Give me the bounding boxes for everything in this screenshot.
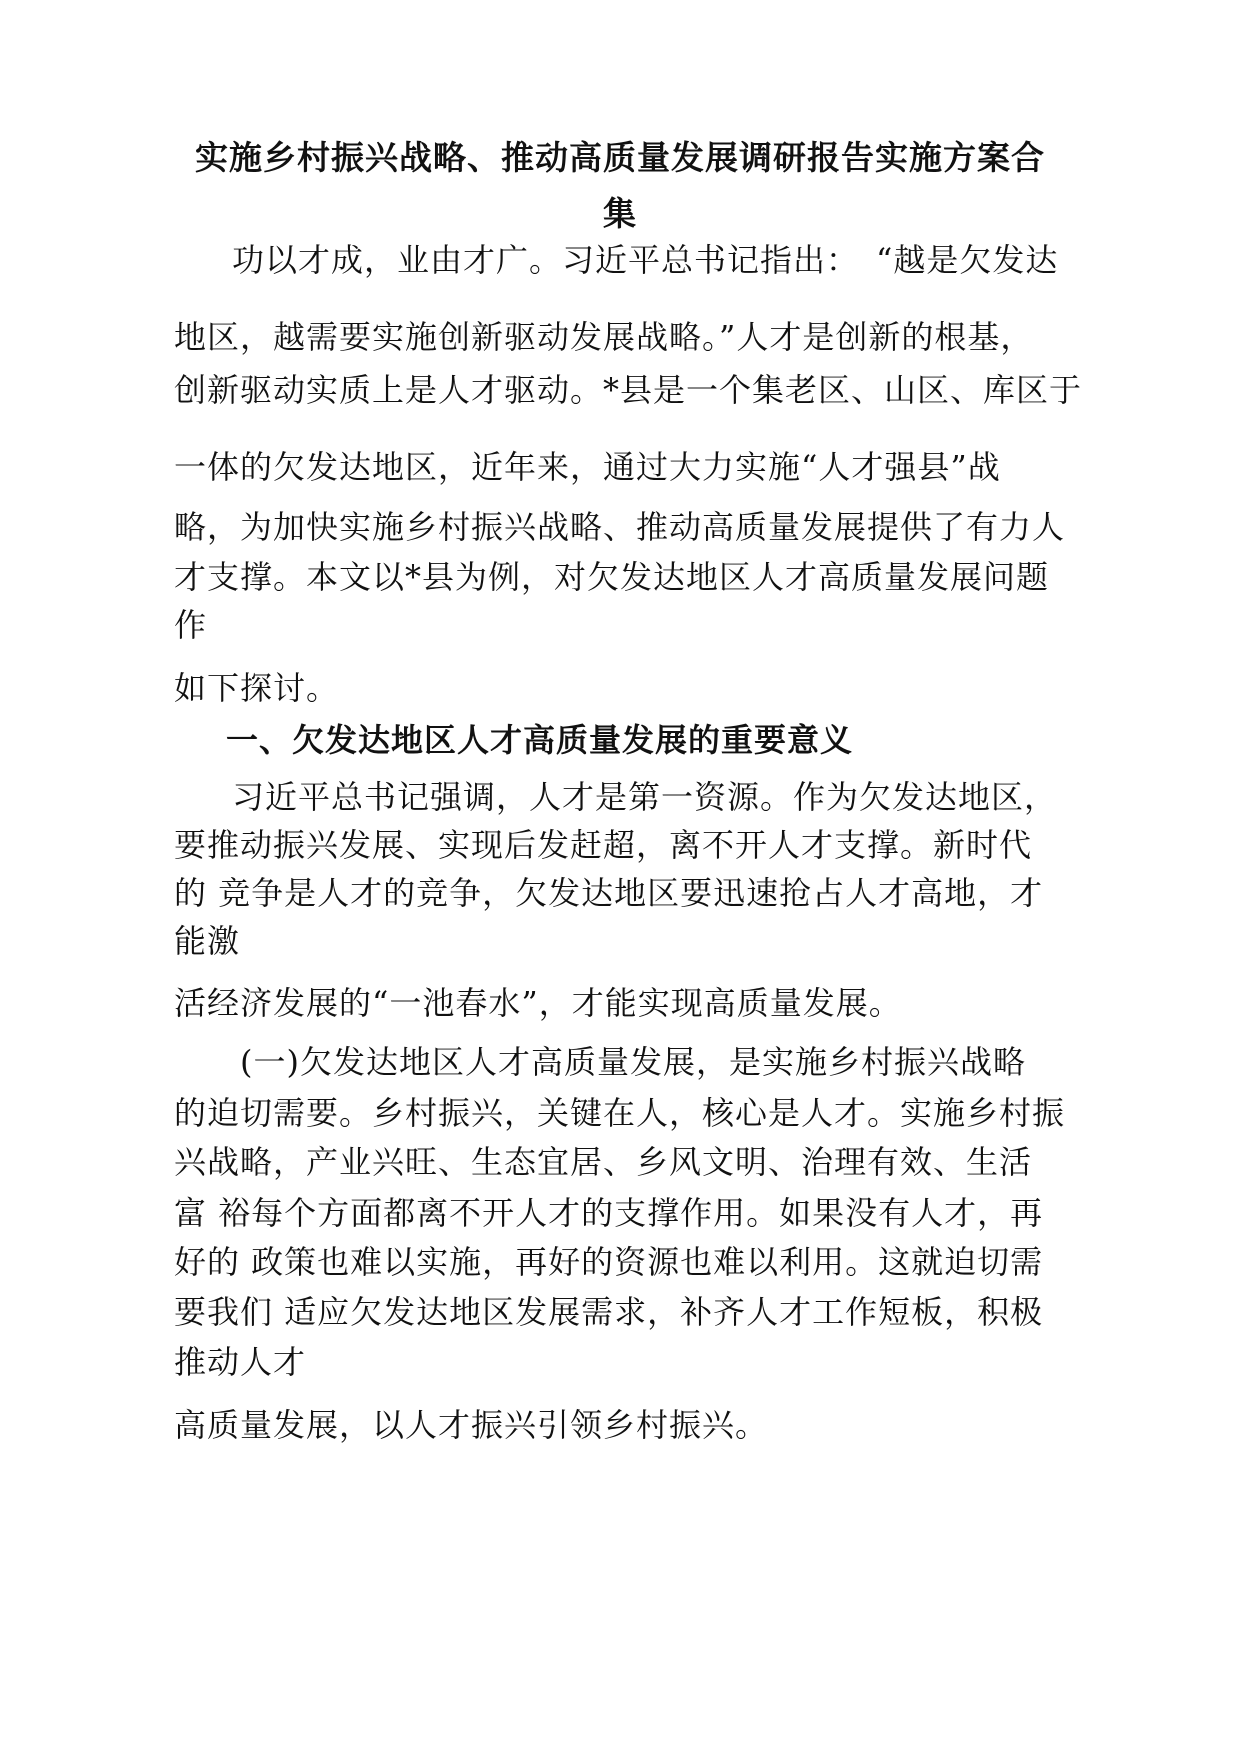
paragraph-line: 作 xyxy=(174,606,208,644)
paragraph-line: 能激 xyxy=(174,922,241,960)
paragraph-line: 好的 政策也难以实施，再好的资源也难以利用。这就迫切需 xyxy=(174,1243,1044,1281)
paragraph-line: 一体的欠发达地区，近年来，通过大力实施“人才强县”战 xyxy=(174,448,1001,486)
paragraph-line: (一)欠发达地区人才高质量发展，是实施乡村振兴战略 xyxy=(240,1043,1026,1081)
paragraph-line: 功以才成，业由才广。习近平总书记指出： “越是欠发达 xyxy=(232,241,1059,279)
document-title-line-1: 实施乡村振兴战略、推动高质量发展调研报告实施方案合 xyxy=(195,138,1045,177)
paragraph-line: 才支撑。本文以*县为例，对欠发达地区人才高质量发展问题 xyxy=(174,558,1050,596)
paragraph-line: 高质量发展，以人才振兴引领乡村振兴。 xyxy=(174,1406,769,1444)
paragraph-line: 地区，越需要实施创新驱动发展战略。”人才是创新的根基， xyxy=(174,318,1034,356)
paragraph-line: 推动人才 xyxy=(174,1343,307,1381)
paragraph-line: 富 裕每个方面都离不开人才的支撑作用。如果没有人才，再 xyxy=(174,1194,1044,1232)
section-heading: 一、欠发达地区人才高质量发展的重要意义 xyxy=(226,721,854,759)
paragraph-line: 的迫切需要。乡村振兴，关键在人，核心是人才。实施乡村振 xyxy=(174,1094,1066,1132)
paragraph-line: 活经济发展的“一池春水”，才能实现高质量发展。 xyxy=(174,984,902,1022)
paragraph-line: 兴战略，产业兴旺、生态宜居、乡风文明、治理有效、生活 xyxy=(174,1143,1033,1181)
paragraph-line: 要推动振兴发展、实现后发赶超，离不开人才支撑。新时代 xyxy=(174,826,1033,864)
paragraph-line: 要我们 适应欠发达地区发展需求，补齐人才工作短板，积极 xyxy=(174,1293,1044,1331)
paragraph-line: 的 竞争是人才的竞争，欠发达地区要迅速抢占人才高地，才 xyxy=(174,874,1044,912)
paragraph-line: 如下探讨。 xyxy=(174,669,340,707)
paragraph-line: 创新驱动实质上是人才驱动。*县是一个集老区、山区、库区于 xyxy=(174,371,1083,409)
paragraph-line: 略，为加快实施乡村振兴战略、推动高质量发展提供了有力人 xyxy=(174,508,1066,546)
document-title-line-2: 集 xyxy=(603,194,637,233)
paragraph-line: 习近平总书记强调，人才是第一资源。作为欠发达地区， xyxy=(232,778,1058,816)
